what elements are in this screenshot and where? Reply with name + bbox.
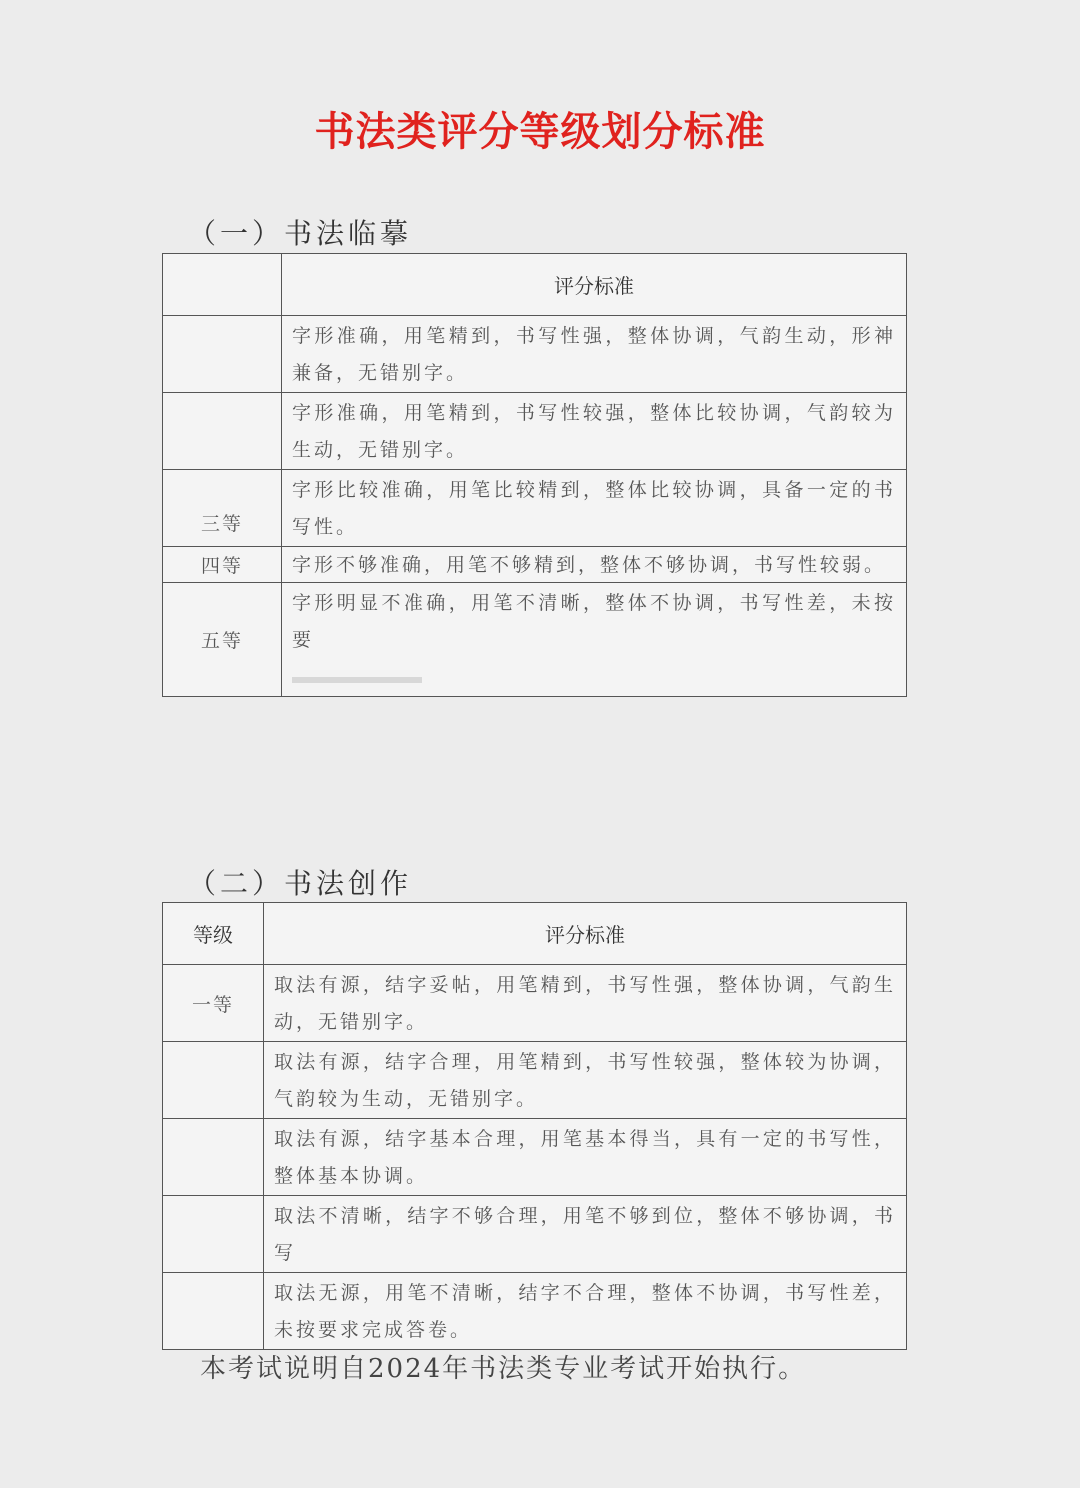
criteria-text: 取法有源，结字合理，用笔精到，书写性较强，整体较为协调，气韵较为生动，无错别字。	[264, 1042, 907, 1119]
table-row	[163, 965, 907, 1042]
grade-label: 一等	[163, 965, 264, 1042]
grade-label	[163, 1119, 264, 1196]
table-row	[163, 1042, 907, 1119]
table-row	[163, 1119, 907, 1196]
criteria-text: 字形准确，用笔精到，书写性强，整体协调，气韵生动，形神兼备，无错别字。	[282, 316, 907, 393]
header-criteria: 评分标准	[264, 903, 907, 965]
header-criteria: 评分标准	[282, 254, 907, 316]
table-row	[163, 547, 907, 583]
table-row	[163, 1273, 907, 1350]
grade-label: 三等	[163, 470, 282, 547]
criteria-text: 字形明显不准确，用笔不清晰，整体不协调，书写性差，未按要	[292, 592, 896, 651]
header-grade: 等级	[163, 903, 264, 965]
table-header-row	[163, 903, 907, 965]
creation-grade-table	[162, 902, 907, 1350]
table-row	[163, 393, 907, 470]
copying-grade-table	[162, 253, 907, 697]
criteria-text: 字形准确，用笔精到，书写性较强，整体比较协调，气韵较为生动，无错别字。	[282, 393, 907, 470]
grade-label: 四等	[163, 547, 282, 583]
header-grade	[163, 254, 282, 316]
criteria-text: 取法有源，结字妥帖，用笔精到，书写性强，整体协调，气韵生动，无错别字。	[264, 965, 907, 1042]
table-row	[163, 316, 907, 393]
table-row	[163, 583, 907, 697]
grade-label	[163, 316, 282, 393]
section-heading-creation: （二）书法创作	[188, 867, 413, 900]
grade-label	[163, 1273, 264, 1350]
grade-label	[163, 1042, 264, 1119]
section-heading-copying: （一）书法临摹	[188, 217, 413, 250]
table-row	[163, 470, 907, 547]
table-header-row	[163, 254, 907, 316]
criteria-text: 取法有源，结字基本合理，用笔基本得当，具有一定的书写性，整体基本协调。	[264, 1119, 907, 1196]
criteria-text: 字形比较准确，用笔比较精到，整体比较协调，具备一定的书写性。	[282, 470, 907, 547]
grade-label	[163, 1196, 264, 1273]
blurred-region	[292, 677, 422, 683]
criteria-cell	[282, 583, 907, 697]
criteria-text: 取法不清晰，结字不够合理，用笔不够到位，整体不够协调，书写	[264, 1196, 907, 1273]
grade-label: 五等	[163, 583, 282, 697]
criteria-text: 取法无源，用笔不清晰，结字不合理，整体不协调，书写性差，未按要求完成答卷。	[264, 1273, 907, 1350]
page-title: 书法类评分等级划分标准	[314, 109, 766, 155]
footer-note: 本考试说明自2024年书法类专业考试开始执行。	[200, 1354, 807, 1384]
table-row	[163, 1196, 907, 1273]
grade-label	[163, 393, 282, 470]
criteria-text: 字形不够准确，用笔不够精到，整体不够协调，书写性较弱。	[282, 547, 907, 583]
